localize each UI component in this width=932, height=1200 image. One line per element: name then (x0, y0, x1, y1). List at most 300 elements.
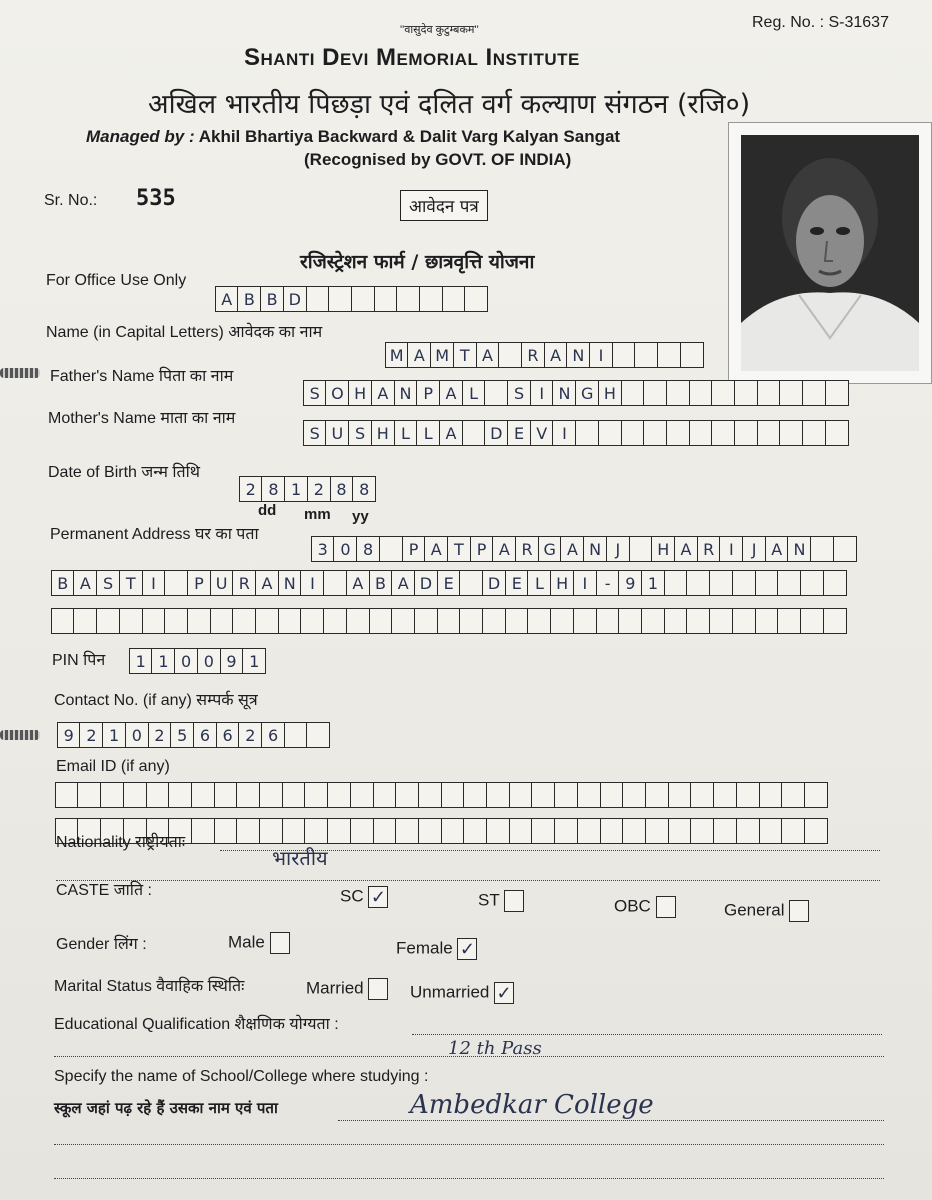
char-box[interactable] (259, 818, 283, 844)
char-box[interactable]: H (598, 380, 622, 406)
char-box[interactable] (255, 608, 279, 634)
char-box[interactable] (505, 608, 529, 634)
char-box[interactable] (680, 342, 704, 368)
char-box[interactable] (757, 380, 781, 406)
char-box[interactable]: S (96, 570, 120, 596)
char-box[interactable]: I (552, 420, 576, 446)
char-box[interactable] (657, 342, 681, 368)
char-box[interactable]: A (560, 536, 584, 562)
char-box[interactable]: 1 (242, 648, 266, 674)
char-box[interactable]: A (424, 536, 448, 562)
char-box[interactable]: I (589, 342, 613, 368)
char-box[interactable] (486, 782, 510, 808)
char-box[interactable]: R (232, 570, 256, 596)
pin-boxes[interactable] (130, 648, 266, 674)
char-box[interactable]: A (371, 380, 395, 406)
char-box[interactable] (527, 608, 551, 634)
char-box[interactable] (464, 286, 488, 312)
char-box[interactable]: U (210, 570, 234, 596)
char-box[interactable] (713, 818, 737, 844)
char-box[interactable]: A (544, 342, 568, 368)
char-box[interactable]: P (402, 536, 426, 562)
char-box[interactable] (823, 570, 847, 596)
char-box[interactable] (164, 608, 188, 634)
char-box[interactable] (96, 608, 120, 634)
char-box[interactable] (622, 818, 646, 844)
char-box[interactable]: G (575, 380, 599, 406)
char-box[interactable]: S (303, 380, 327, 406)
char-box[interactable] (600, 818, 624, 844)
caste-st-option[interactable] (478, 890, 524, 912)
char-box[interactable] (498, 342, 522, 368)
char-box[interactable]: L (462, 380, 486, 406)
caste-label: CASTE जाति : (56, 882, 152, 899)
char-box[interactable] (442, 286, 466, 312)
gender-female-option[interactable] (396, 938, 477, 960)
char-box[interactable]: 1 (151, 648, 175, 674)
char-box[interactable] (689, 420, 713, 446)
char-box[interactable] (779, 380, 803, 406)
char-box[interactable] (323, 570, 347, 596)
char-box[interactable] (282, 818, 306, 844)
char-box[interactable] (55, 782, 79, 808)
char-box[interactable] (734, 420, 758, 446)
char-box[interactable]: 2 (239, 476, 263, 502)
char-box[interactable] (419, 286, 443, 312)
char-box[interactable]: 1 (129, 648, 153, 674)
char-box[interactable]: T (119, 570, 143, 596)
char-box[interactable]: E (437, 570, 461, 596)
char-box[interactable]: H (651, 536, 675, 562)
char-box[interactable] (802, 380, 826, 406)
char-box[interactable] (736, 818, 760, 844)
char-box[interactable] (414, 608, 438, 634)
char-box[interactable]: 2 (79, 722, 103, 748)
char-box[interactable] (668, 782, 692, 808)
char-box[interactable] (550, 608, 574, 634)
char-box[interactable] (350, 818, 374, 844)
char-box[interactable]: D (414, 570, 438, 596)
char-box[interactable] (482, 608, 506, 634)
char-box[interactable] (802, 420, 826, 446)
char-box[interactable]: L (416, 420, 440, 446)
char-box[interactable]: A (407, 342, 431, 368)
char-box[interactable] (373, 818, 397, 844)
char-box[interactable]: 0 (125, 722, 149, 748)
char-box[interactable] (306, 286, 330, 312)
char-box[interactable]: S (507, 380, 531, 406)
char-box[interactable] (232, 608, 256, 634)
char-box[interactable] (418, 782, 442, 808)
char-box[interactable] (463, 782, 487, 808)
char-box[interactable] (732, 608, 756, 634)
char-box[interactable] (634, 342, 658, 368)
char-box[interactable] (833, 536, 857, 562)
char-box[interactable]: B (369, 570, 393, 596)
char-box[interactable]: D (482, 570, 506, 596)
char-box[interactable] (573, 608, 597, 634)
char-box[interactable] (278, 608, 302, 634)
school-label: Specify the name of School/College where studying : (54, 1068, 429, 1085)
char-box[interactable] (236, 818, 260, 844)
char-box[interactable] (100, 782, 124, 808)
char-box[interactable] (777, 608, 801, 634)
caste-sc-checkbox[interactable]: ✓ (368, 886, 388, 908)
char-box[interactable] (709, 570, 733, 596)
char-box[interactable]: B (237, 286, 261, 312)
char-box[interactable] (781, 782, 805, 808)
char-box[interactable] (119, 608, 143, 634)
char-box[interactable]: 8 (261, 476, 285, 502)
char-box[interactable] (554, 782, 578, 808)
char-box[interactable] (509, 782, 533, 808)
char-box[interactable]: B (51, 570, 75, 596)
char-box[interactable] (328, 286, 352, 312)
char-box[interactable]: L (527, 570, 551, 596)
char-box[interactable] (823, 608, 847, 634)
caste-st-checkbox[interactable] (504, 890, 524, 912)
char-box[interactable] (462, 420, 486, 446)
applicant-name-boxes[interactable] (386, 342, 704, 368)
char-box[interactable]: S (303, 420, 327, 446)
char-box[interactable] (810, 536, 834, 562)
char-box[interactable] (643, 380, 667, 406)
address-line3-boxes[interactable] (52, 608, 847, 634)
char-box[interactable] (664, 608, 688, 634)
gender-male-option[interactable] (228, 932, 290, 954)
address-line2-boxes[interactable] (52, 570, 847, 596)
office-use-boxes[interactable] (216, 286, 488, 312)
char-box[interactable] (509, 818, 533, 844)
char-box[interactable]: L (394, 420, 418, 446)
office-use-label: For Office Use Only (46, 272, 187, 289)
char-box[interactable] (395, 782, 419, 808)
char-box[interactable]: M (430, 342, 454, 368)
char-box[interactable] (709, 608, 733, 634)
char-box[interactable]: N (552, 380, 576, 406)
char-box[interactable]: 2 (148, 722, 172, 748)
char-box[interactable]: N (394, 380, 418, 406)
char-box[interactable] (437, 608, 461, 634)
char-box[interactable] (142, 608, 166, 634)
char-box[interactable] (759, 782, 783, 808)
char-box[interactable] (379, 536, 403, 562)
char-box[interactable] (612, 342, 636, 368)
char-box[interactable]: 1 (284, 476, 308, 502)
char-box[interactable]: 9 (57, 722, 81, 748)
char-box[interactable]: D (484, 420, 508, 446)
char-box[interactable]: A (73, 570, 97, 596)
char-box[interactable]: N (583, 536, 607, 562)
char-box[interactable] (351, 286, 375, 312)
char-box[interactable] (418, 818, 442, 844)
marital-married-checkbox[interactable] (368, 978, 388, 1000)
char-box[interactable]: A (391, 570, 415, 596)
char-box[interactable]: J (606, 536, 630, 562)
char-box[interactable] (732, 570, 756, 596)
char-box[interactable] (686, 608, 710, 634)
char-box[interactable]: D (283, 286, 307, 312)
education-line[interactable] (412, 1034, 882, 1035)
char-box[interactable] (441, 818, 465, 844)
school-line[interactable] (338, 1120, 884, 1121)
email-label: Email ID (if any) (56, 758, 170, 775)
char-box[interactable]: 8 (352, 476, 376, 502)
char-box[interactable] (779, 420, 803, 446)
serial-number-value: 535 (136, 186, 176, 211)
char-box[interactable] (666, 420, 690, 446)
char-box[interactable]: J (742, 536, 766, 562)
char-box[interactable] (73, 608, 97, 634)
char-box[interactable] (598, 420, 622, 446)
address-line1-boxes[interactable] (312, 536, 857, 562)
char-box[interactable]: R (521, 342, 545, 368)
char-box[interactable] (187, 608, 211, 634)
char-box[interactable]: A (476, 342, 500, 368)
char-box[interactable] (259, 782, 283, 808)
char-box[interactable] (369, 608, 393, 634)
char-box[interactable] (757, 420, 781, 446)
char-box[interactable]: 0 (333, 536, 357, 562)
char-box[interactable]: I (142, 570, 166, 596)
char-box[interactable]: 6 (216, 722, 240, 748)
char-box[interactable]: 8 (356, 536, 380, 562)
char-box[interactable] (668, 818, 692, 844)
char-box[interactable] (645, 818, 669, 844)
gender-female-text: Female (396, 938, 453, 958)
marital-married-option[interactable] (306, 978, 388, 1000)
char-box[interactable] (210, 608, 234, 634)
char-box[interactable]: V (530, 420, 554, 446)
char-box[interactable] (690, 782, 714, 808)
char-box[interactable]: 5 (170, 722, 194, 748)
char-box[interactable] (327, 782, 351, 808)
char-box[interactable] (713, 782, 737, 808)
char-box[interactable] (486, 818, 510, 844)
char-box[interactable]: R (515, 536, 539, 562)
char-box[interactable]: B (260, 286, 284, 312)
char-box[interactable]: N (278, 570, 302, 596)
dob-boxes[interactable] (240, 476, 376, 502)
char-box[interactable] (664, 570, 688, 596)
char-box[interactable]: A (215, 286, 239, 312)
marital-married-text: Married (306, 978, 364, 998)
char-box[interactable] (282, 782, 306, 808)
char-box[interactable]: N (787, 536, 811, 562)
mother-name-boxes[interactable] (304, 420, 849, 446)
char-box[interactable]: 0 (197, 648, 221, 674)
char-box[interactable] (214, 782, 238, 808)
char-box[interactable]: 0 (174, 648, 198, 674)
char-box[interactable] (123, 782, 147, 808)
char-box[interactable]: T (453, 342, 477, 368)
char-box[interactable] (825, 380, 849, 406)
char-box[interactable] (825, 420, 849, 446)
char-box[interactable] (531, 782, 555, 808)
char-box[interactable] (800, 608, 824, 634)
char-box[interactable] (164, 570, 188, 596)
char-box[interactable] (686, 570, 710, 596)
caste-obc-checkbox[interactable] (656, 896, 676, 918)
char-box[interactable] (666, 380, 690, 406)
char-box[interactable] (621, 380, 645, 406)
caste-general-checkbox[interactable] (789, 900, 809, 922)
caste-sc-option[interactable] (340, 886, 388, 908)
managed-by (86, 127, 726, 147)
char-box[interactable] (575, 420, 599, 446)
gender-male-checkbox[interactable] (270, 932, 290, 954)
char-box[interactable] (306, 722, 330, 748)
char-box[interactable]: P (470, 536, 494, 562)
char-box[interactable]: G (538, 536, 562, 562)
char-box[interactable] (396, 286, 420, 312)
char-box[interactable]: O (325, 380, 349, 406)
char-box[interactable]: H (371, 420, 395, 446)
char-box[interactable]: I (530, 380, 554, 406)
char-box[interactable] (641, 608, 665, 634)
char-box[interactable] (577, 782, 601, 808)
char-box[interactable]: T (447, 536, 471, 562)
char-box[interactable]: I (719, 536, 743, 562)
address-label: Permanent Address घर का पता (50, 526, 259, 543)
caste-obc-option[interactable] (614, 896, 676, 918)
char-box[interactable] (531, 818, 555, 844)
char-box[interactable]: 6 (193, 722, 217, 748)
char-box[interactable] (214, 818, 238, 844)
caste-st-text: ST (478, 890, 500, 910)
char-box[interactable] (284, 722, 308, 748)
char-box[interactable] (804, 782, 828, 808)
char-box[interactable]: I (573, 570, 597, 596)
caste-general-option[interactable] (724, 900, 809, 922)
binder-spring-2 (0, 730, 40, 740)
recognition-note: (Recognised by GOVT. OF INDIA) (304, 150, 572, 169)
char-box[interactable] (168, 782, 192, 808)
char-box[interactable]: 3 (311, 536, 335, 562)
char-box[interactable] (629, 536, 653, 562)
char-box[interactable]: H (550, 570, 574, 596)
school-hindi-label: स्कूल जहां पढ़ रहे हैं उसका नाम एवं पता (54, 1099, 278, 1117)
char-box[interactable] (755, 608, 779, 634)
char-box[interactable] (191, 818, 215, 844)
char-box[interactable]: A (255, 570, 279, 596)
char-box[interactable]: - (596, 570, 620, 596)
char-box[interactable] (484, 380, 508, 406)
char-box[interactable]: 1 (102, 722, 126, 748)
char-box[interactable] (711, 420, 735, 446)
char-box[interactable] (51, 608, 75, 634)
char-box[interactable]: 8 (330, 476, 354, 502)
char-box[interactable]: 1 (641, 570, 665, 596)
char-box[interactable]: R (697, 536, 721, 562)
char-box[interactable] (395, 818, 419, 844)
char-box[interactable] (304, 818, 328, 844)
char-box[interactable] (463, 818, 487, 844)
char-box[interactable]: A (674, 536, 698, 562)
char-box[interactable]: 9 (618, 570, 642, 596)
char-box[interactable] (191, 782, 215, 808)
char-box[interactable] (804, 818, 828, 844)
char-box[interactable]: A (492, 536, 516, 562)
char-box[interactable] (459, 608, 483, 634)
char-box[interactable]: 6 (261, 722, 285, 748)
char-box[interactable] (391, 608, 415, 634)
char-box[interactable]: 2 (238, 722, 262, 748)
char-box[interactable]: 9 (220, 648, 244, 674)
char-box[interactable]: E (507, 420, 531, 446)
char-box[interactable]: N (566, 342, 590, 368)
char-box[interactable] (577, 818, 601, 844)
char-box[interactable] (622, 782, 646, 808)
contact-boxes[interactable] (58, 722, 330, 748)
char-box[interactable] (236, 782, 260, 808)
managed-by-value: Akhil Bhartiya Backward & Dalit Varg Kalyan Sangat (198, 127, 621, 146)
char-box[interactable]: P (187, 570, 211, 596)
char-box[interactable] (618, 608, 642, 634)
char-box[interactable] (323, 608, 347, 634)
char-box[interactable] (77, 782, 101, 808)
char-box[interactable] (374, 286, 398, 312)
char-box[interactable] (327, 818, 351, 844)
char-box[interactable]: A (439, 380, 463, 406)
father-name-boxes[interactable] (304, 380, 849, 406)
char-box[interactable]: P (416, 380, 440, 406)
gender-female-checkbox[interactable]: ✓ (457, 938, 477, 960)
caste-obc-text: OBC (614, 896, 651, 916)
char-box[interactable] (346, 608, 370, 634)
char-box[interactable] (736, 782, 760, 808)
char-box[interactable] (690, 818, 714, 844)
char-box[interactable] (600, 782, 624, 808)
managed-by-label: Managed by : (86, 127, 195, 146)
char-box[interactable] (373, 782, 397, 808)
char-box[interactable]: A (346, 570, 370, 596)
char-box[interactable] (441, 782, 465, 808)
char-box[interactable] (755, 570, 779, 596)
marital-unmarried-option[interactable] (410, 982, 514, 1004)
char-box[interactable] (146, 782, 170, 808)
char-box[interactable] (759, 818, 783, 844)
char-box[interactable] (621, 420, 645, 446)
char-box[interactable] (777, 570, 801, 596)
char-box[interactable] (350, 782, 374, 808)
char-box[interactable]: U (325, 420, 349, 446)
char-box[interactable]: A (439, 420, 463, 446)
char-box[interactable] (554, 818, 578, 844)
char-box[interactable]: E (505, 570, 529, 596)
char-box[interactable] (643, 420, 667, 446)
char-box[interactable]: I (300, 570, 324, 596)
email-boxes-row1[interactable] (56, 782, 828, 808)
char-box[interactable] (711, 380, 735, 406)
char-box[interactable] (734, 380, 758, 406)
char-box[interactable] (645, 782, 669, 808)
char-box[interactable] (596, 608, 620, 634)
char-box[interactable]: 2 (307, 476, 331, 502)
char-box[interactable]: H (348, 380, 372, 406)
char-box[interactable]: M (385, 342, 409, 368)
marital-unmarried-checkbox[interactable]: ✓ (494, 982, 514, 1004)
char-box[interactable] (459, 570, 483, 596)
char-box[interactable] (304, 782, 328, 808)
char-box[interactable]: S (348, 420, 372, 446)
char-box[interactable] (300, 608, 324, 634)
char-box[interactable] (689, 380, 713, 406)
char-box[interactable]: A (765, 536, 789, 562)
char-box[interactable] (781, 818, 805, 844)
gender-male-text: Male (228, 932, 265, 952)
char-box[interactable] (800, 570, 824, 596)
